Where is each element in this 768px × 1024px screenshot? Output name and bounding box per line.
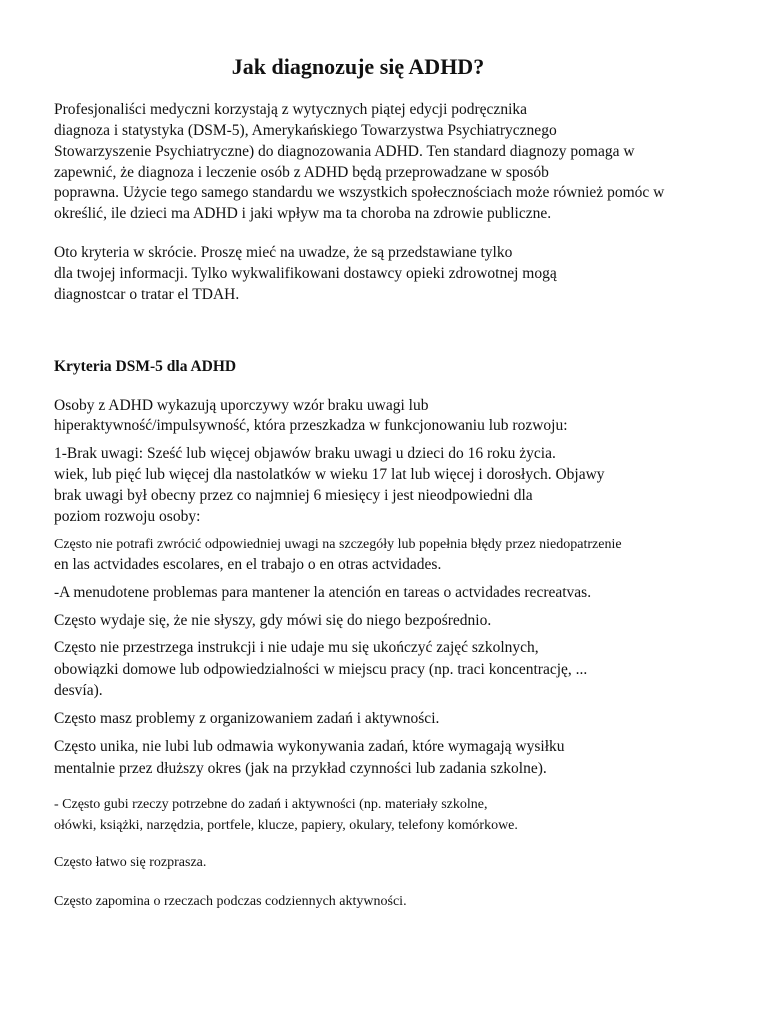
- symptom-item: desvía).: [54, 682, 103, 699]
- symptom-item: Często unika, nie lubi lub odmawia wykonywania zadań, które wymagają wysiłku: [54, 738, 565, 755]
- intro-line: określić, ile dzieci ma ADHD i jaki wpływ ma ta choroba na zdrowie publiczne.: [54, 205, 552, 222]
- symptom-item: obowiązki domowe lub odpowiedzialności w miejscu pracy (np. traci koncentrację, ...: [54, 661, 588, 678]
- symptom-item: en las actvidades escolares, en el trabajo o en otras actvidades.: [54, 556, 442, 573]
- criteria-intro-line: Osoby z ADHD wykazują uporczywy wzór braku uwagi lub: [54, 397, 429, 414]
- inattention-line: brak uwagi był obecny przez co najmniej 6 miesięcy i jest nieodpowiedni dla: [54, 487, 533, 504]
- symptom-item: Często wydaje się, że nie słyszy, gdy mówi się do niego bezpośrednio.: [54, 612, 492, 629]
- intro-line: zapewnić, że diagnoza i leczenie osób z ADHD będą przeprowadzane w sposób: [54, 164, 549, 181]
- note-line: Oto kryteria w skrócie. Proszę mieć na uwadze, że są przedstawiane tylko: [54, 244, 513, 261]
- symptom-item: - Często gubi rzeczy potrzebne do zadań i aktywności (np. materiały szkolne,: [54, 797, 488, 812]
- symptom-item: mentalnie przez dłuższy okres (jak na przykład czynności lub zadania szkolne).: [54, 760, 547, 777]
- note-line: dla twojej informacji. Tylko wykwalifikowani dostawcy opieki zdrowotnej mogą: [54, 265, 557, 282]
- symptom-item: -A menudotene problemas para mantener la atención en tareas o actvidades recreatvas.: [54, 584, 592, 601]
- symptom-item: Często zapomina o rzeczach podczas codziennych aktywności.: [54, 894, 407, 909]
- intro-line: poprawna. Użycie tego samego standardu we wszystkich społecznościach może również pomóc w: [54, 184, 665, 201]
- criteria-intro-line: hiperaktywność/impulsywność, która przeszkadza w funkcjonowaniu lub rozwoju:: [54, 417, 568, 434]
- intro-line: Stowarzyszenie Psychiatryczne) do diagnozowania ADHD. Ten standard diagnozy pomaga w: [54, 143, 635, 160]
- note-line: diagnostcar o tratar el TDAH.: [54, 286, 240, 303]
- intro-line: Profesjonaliści medyczni korzystają z wytycznych piątej edycji podręcznika: [54, 101, 527, 118]
- section-heading: Kryteria DSM-5 dla ADHD: [54, 358, 237, 375]
- intro-line: diagnoza i statystyka (DSM-5), Amerykańskiego Towarzystwa Psychiatrycznego: [54, 122, 557, 139]
- symptom-item: Często masz problemy z organizowaniem zadań i aktywności.: [54, 710, 440, 727]
- inattention-line: wiek, lub pięć lub więcej dla nastolatków w wieku 17 lat lub więcej i dorosłych. Objawy: [54, 466, 605, 483]
- inattention-line: 1-Brak uwagi: Sześć lub więcej objawów braku uwagi u dzieci do 16 roku życia.: [54, 445, 556, 462]
- symptom-item: Często nie przestrzega instrukcji i nie udaje mu się ukończyć zajęć szkolnych,: [54, 639, 539, 656]
- symptom-item: Często łatwo się rozprasza.: [54, 855, 207, 870]
- symptom-item: Często nie potrafi zwrócić odpowiedniej uwagi na szczegóły lub popełnia błędy przez niedopatrzenie: [54, 537, 622, 552]
- symptom-item: ołówki, książki, narzędzia, portfele, klucze, papiery, okulary, telefony komórkowe.: [54, 818, 518, 833]
- inattention-line: poziom rozwoju osoby:: [54, 508, 201, 525]
- page-title: Jak diagnozuje się ADHD?: [231, 54, 485, 79]
